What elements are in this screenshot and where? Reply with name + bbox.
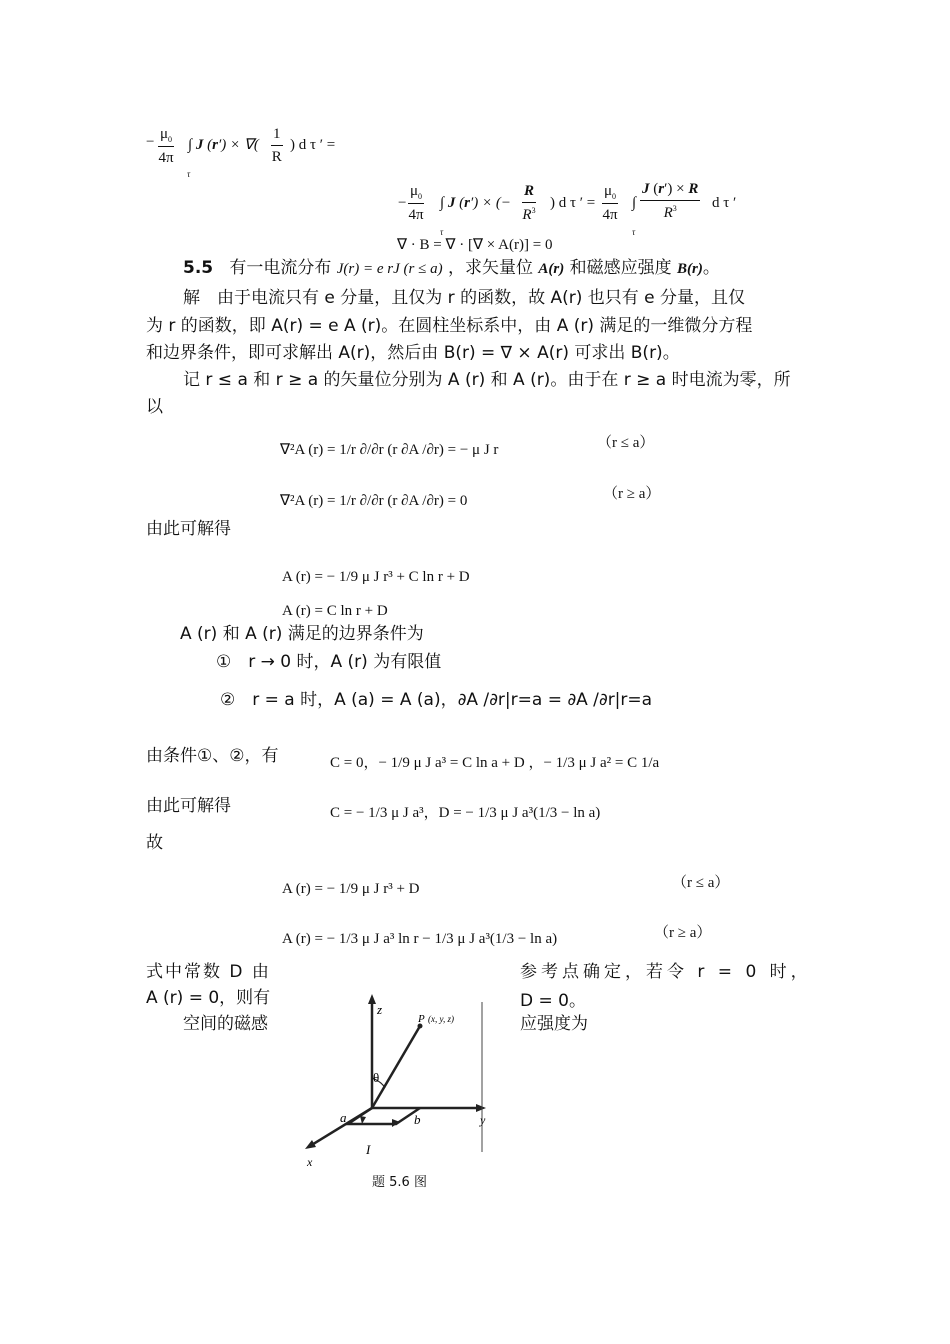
tail-l1-right: 参考点确定，若令 r = 0 时，	[520, 962, 812, 982]
eq-minus-2: −	[398, 195, 407, 211]
y-axis-arrow	[476, 1104, 486, 1112]
label-b: b	[414, 1112, 421, 1127]
label-theta: θ	[373, 1070, 380, 1085]
bc-2: ② r = a 时，A (a) = A (a)，∂A /∂r|r=a = ∂A /∂r|r=a	[220, 690, 653, 710]
solution-p1-line3: 和边界条件，即可求解出 A(r)，然后由 B(r) = ∇ × A(r) 可求出 B(r)。	[146, 343, 680, 363]
tau-sub-1: τ	[187, 169, 191, 179]
eq-top-line1: −	[146, 134, 155, 150]
position-vector	[372, 1026, 420, 1108]
problem-formula-c: B(r)	[677, 261, 703, 277]
bc-intro: A (r) 和 A (r) 满足的边界条件为	[180, 624, 424, 644]
eq-top-end-2: d τ ′	[712, 195, 737, 211]
eq-top-integrand-1: ∫ J (r′) × ∇(	[188, 137, 259, 153]
tail-l1-left: 式中常数 D 由	[146, 962, 271, 982]
eq-final-1: A (r) = − 1/9 μ J r³ + D	[282, 881, 420, 897]
eq-laplace-1: ∇²A (r) = 1/r ∂/∂r (r ∂A /∂r) = − μ J r	[280, 442, 499, 458]
gu-label: 故	[146, 833, 163, 853]
problem-formula-b: A(r)	[538, 261, 565, 277]
solve-intro-1: 由此可解得	[146, 519, 231, 539]
problem-text-b: ，求矢量位	[447, 258, 533, 278]
solve-intro-2: 由此可解得	[146, 796, 231, 816]
problem-text-a: 有一电流分布	[229, 258, 332, 278]
frac-mu0-4pi-1: $\frac{\mu_0}{4\pi}$	[158, 126, 174, 166]
label-p: P	[418, 1013, 425, 1025]
solution-p2-line1: 记 r ≤ a 和 r ≥ a 的矢量位分别为 A (r) 和 A (r)。由于在 r ≥ a 时电流为零，所	[183, 370, 791, 390]
eq-top-line3: ∇ · B = ∇ · [∇ × A(r)] = 0	[397, 237, 553, 253]
eq-laplace-1-cond: （r ≤ a）	[597, 435, 655, 451]
current-loop	[348, 1108, 420, 1124]
tau-sub-2: τ	[440, 227, 444, 237]
label-x: x	[307, 1155, 313, 1169]
eq-top-mid-2: ) d τ ′ =	[550, 195, 596, 211]
z-axis-arrow	[368, 994, 376, 1004]
problem-statement	[183, 260, 720, 277]
eq-a1: A (r) = − 1/9 μ J r³ + C ln r + D	[282, 569, 470, 585]
label-y: y	[480, 1113, 486, 1127]
problem-text-c: 和磁感应强度	[569, 258, 672, 278]
label-i: I	[366, 1142, 371, 1157]
tail-l3-left: 空间的磁感	[183, 1014, 268, 1034]
eq-c2-d2: C = − 1/3 μ J a³，D = − 1/3 μ J a³(1/3 − ln a)	[330, 805, 601, 821]
frac-mu0-4pi-2: $\frac{\mu_0}{4\pi}$	[408, 183, 424, 223]
frac-mu0-4pi-3: $\frac{\mu_0}{4\pi}$	[602, 183, 618, 223]
label-a: a	[340, 1110, 347, 1125]
eq-a2: A (r) = C ln r + D	[282, 603, 388, 619]
cond-eq: C = 0，− 1/9 μ J a³ = C ln a + D ，− 1/3 μ J a² = C 1/a	[330, 755, 660, 771]
x-axis-arrow	[305, 1140, 316, 1149]
tail-l2-right: D = 0。	[520, 991, 586, 1011]
frac-R-R3: $\frac{R}{R^3}$	[522, 183, 536, 223]
solution-p1-line1: 解 由于电流只有 e 分量，且仅为 r 的函数，故 A(r) 也只有 e 分量，且仅	[183, 288, 746, 308]
eq-laplace-2: ∇²A (r) = 1/r ∂/∂r (r ∂A /∂r) = 0	[280, 493, 468, 509]
tau-sub-3: τ	[632, 227, 636, 237]
eq-final-2-cond: （r ≥ a）	[654, 925, 712, 941]
label-z: z	[377, 1002, 383, 1017]
figure-caption: 题 5.6 图	[372, 1175, 427, 1190]
frac-JxR-R3: $\frac{J (r') \times R}{R^3}$	[642, 181, 699, 221]
label-p-coords: (x, y, z)	[428, 1014, 454, 1024]
frac-1-over-R: $\frac{1}{R}$	[271, 126, 282, 165]
solution-p1-line2: 为 r 的函数，即 A(r) = e A (r)。在圆柱坐标系中，由 A (r) 满足的一维微分方程	[146, 316, 753, 336]
eq-final-2: A (r) = − 1/3 μ J a³ ln r − 1/3 μ J a³(1/3 − ln a)	[282, 931, 558, 947]
eq-laplace-2-cond: （r ≥ a）	[603, 486, 661, 502]
eq-int-sign-3: ∫	[632, 195, 637, 211]
eq-top-tail-1: ) d τ ′ =	[290, 137, 336, 153]
bc-1: ① r → 0 时，A (r) 为有限值	[216, 652, 442, 672]
problem-formula-a: J(r) = e rJ (r ≤ a)	[336, 261, 443, 277]
tail-l2-left: A (r) = 0，则有	[146, 988, 271, 1008]
tail-l3-right: 应强度为	[520, 1014, 588, 1034]
eq-final-1-cond: （r ≤ a）	[672, 875, 730, 891]
problem-number: 5.5	[183, 258, 214, 278]
figure-5-6	[300, 990, 510, 1170]
problem-end: 。	[702, 258, 720, 278]
cond-label: 由条件①、②，有	[146, 746, 279, 766]
eq-top-integrand-2: ∫ J (r′) × (−	[440, 195, 511, 211]
solution-p2-line2: 以	[146, 397, 163, 417]
